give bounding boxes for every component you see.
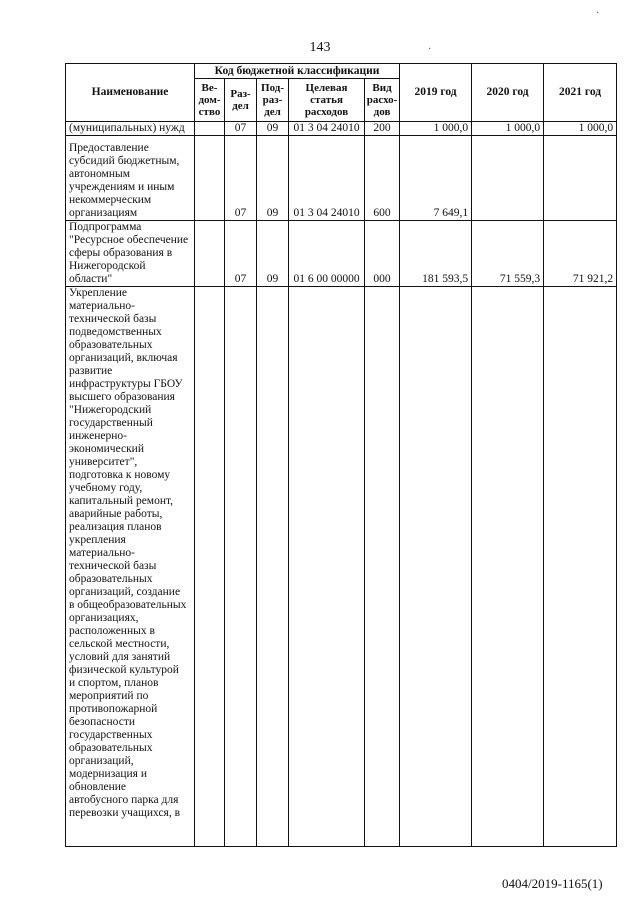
row-podrazdel: 09 [257,122,289,136]
col-header-podrazdel: Под- раз- дел [257,79,289,122]
row-name: Предоставление субсидий бюджетным, автономным учреждениям и иным некоммерческим организациям [66,136,195,221]
row-vedomstvo [195,136,225,221]
table-row [66,221,617,287]
row-razdel [225,287,257,847]
col-header-2021: 2021 год [544,64,617,122]
col-header-vedomstvo: Ве- дом- ство [195,79,225,122]
row-razdel: 07 [225,136,257,221]
row-2020: 1 000,0 [472,122,544,136]
table-row [66,122,617,136]
row-vedomstvo [195,287,225,847]
col-header-vid: Вид расхо- дов [365,79,400,122]
row-name: Подпрограмма "Ресурсное обеспечение сферы образования в Нижегородской области" [66,221,195,287]
row-2019 [400,287,472,847]
row-celevaya: 01 6 00 00000 [289,221,365,287]
row-2019: 1 000,0 [400,122,472,136]
row-2019: 181 593,5 [400,221,472,287]
row-vedomstvo [195,221,225,287]
row-2020 [472,287,544,847]
row-2021: 1 000,0 [544,122,617,136]
scan-speck: · [428,44,432,55]
row-vid: 000 [365,221,400,287]
row-2021 [544,136,617,221]
row-celevaya: 01 3 04 24010 [289,122,365,136]
row-razdel: 07 [225,122,257,136]
row-2021: 71 921,2 [544,221,617,287]
col-header-name: Наименование [66,64,195,122]
document-code: 0404/2019-1165(1) [502,876,603,891]
page-number: 143 [309,40,331,55]
row-2021 [544,287,617,847]
row-2020 [472,136,544,221]
row-vedomstvo [195,122,225,136]
col-header-celevaya: Целевая статья расходов [289,79,365,122]
row-vid [365,287,400,847]
row-razdel: 07 [225,221,257,287]
col-header-code-group: Код бюджетной классификации [195,64,400,79]
scan-speck: · [596,8,600,19]
table-row [66,136,617,221]
table-row [66,287,617,847]
row-podrazdel [257,287,289,847]
col-header-razdel: Раз- дел [225,79,257,122]
row-2019: 7 649,1 [400,136,472,221]
row-vid: 600 [365,136,400,221]
row-name: Укрепление материально- технической базы подведомственных образовательных организаций, включая развитие инфраструктуры ГБОУ высшего образования "Нижегородский государственный инженерно- экономический университет", подготовка к новому учебному году, капитальный ремонт, аварийные работы, реализация планов укрепления материально- технической базы образовательных организаций, создание в общеобразовательных организациях, расположенных в сельской местности, условий для занятий физической культурой и спортом, планов мероприятий по противопожарной безопасности государственных образовательных организаций, модернизация и обновление автобусного парка для перевозки учащихся, в [66,287,195,847]
row-podrazdel: 09 [257,221,289,287]
col-header-2020: 2020 год [472,64,544,122]
row-celevaya [289,287,365,847]
col-header-2019: 2019 год [400,64,472,122]
row-2020: 71 559,3 [472,221,544,287]
row-name: (муниципальных) нужд [66,122,195,136]
row-podrazdel: 09 [257,136,289,221]
budget-table [65,63,617,847]
row-celevaya: 01 3 04 24010 [289,136,365,221]
row-vid: 200 [365,122,400,136]
